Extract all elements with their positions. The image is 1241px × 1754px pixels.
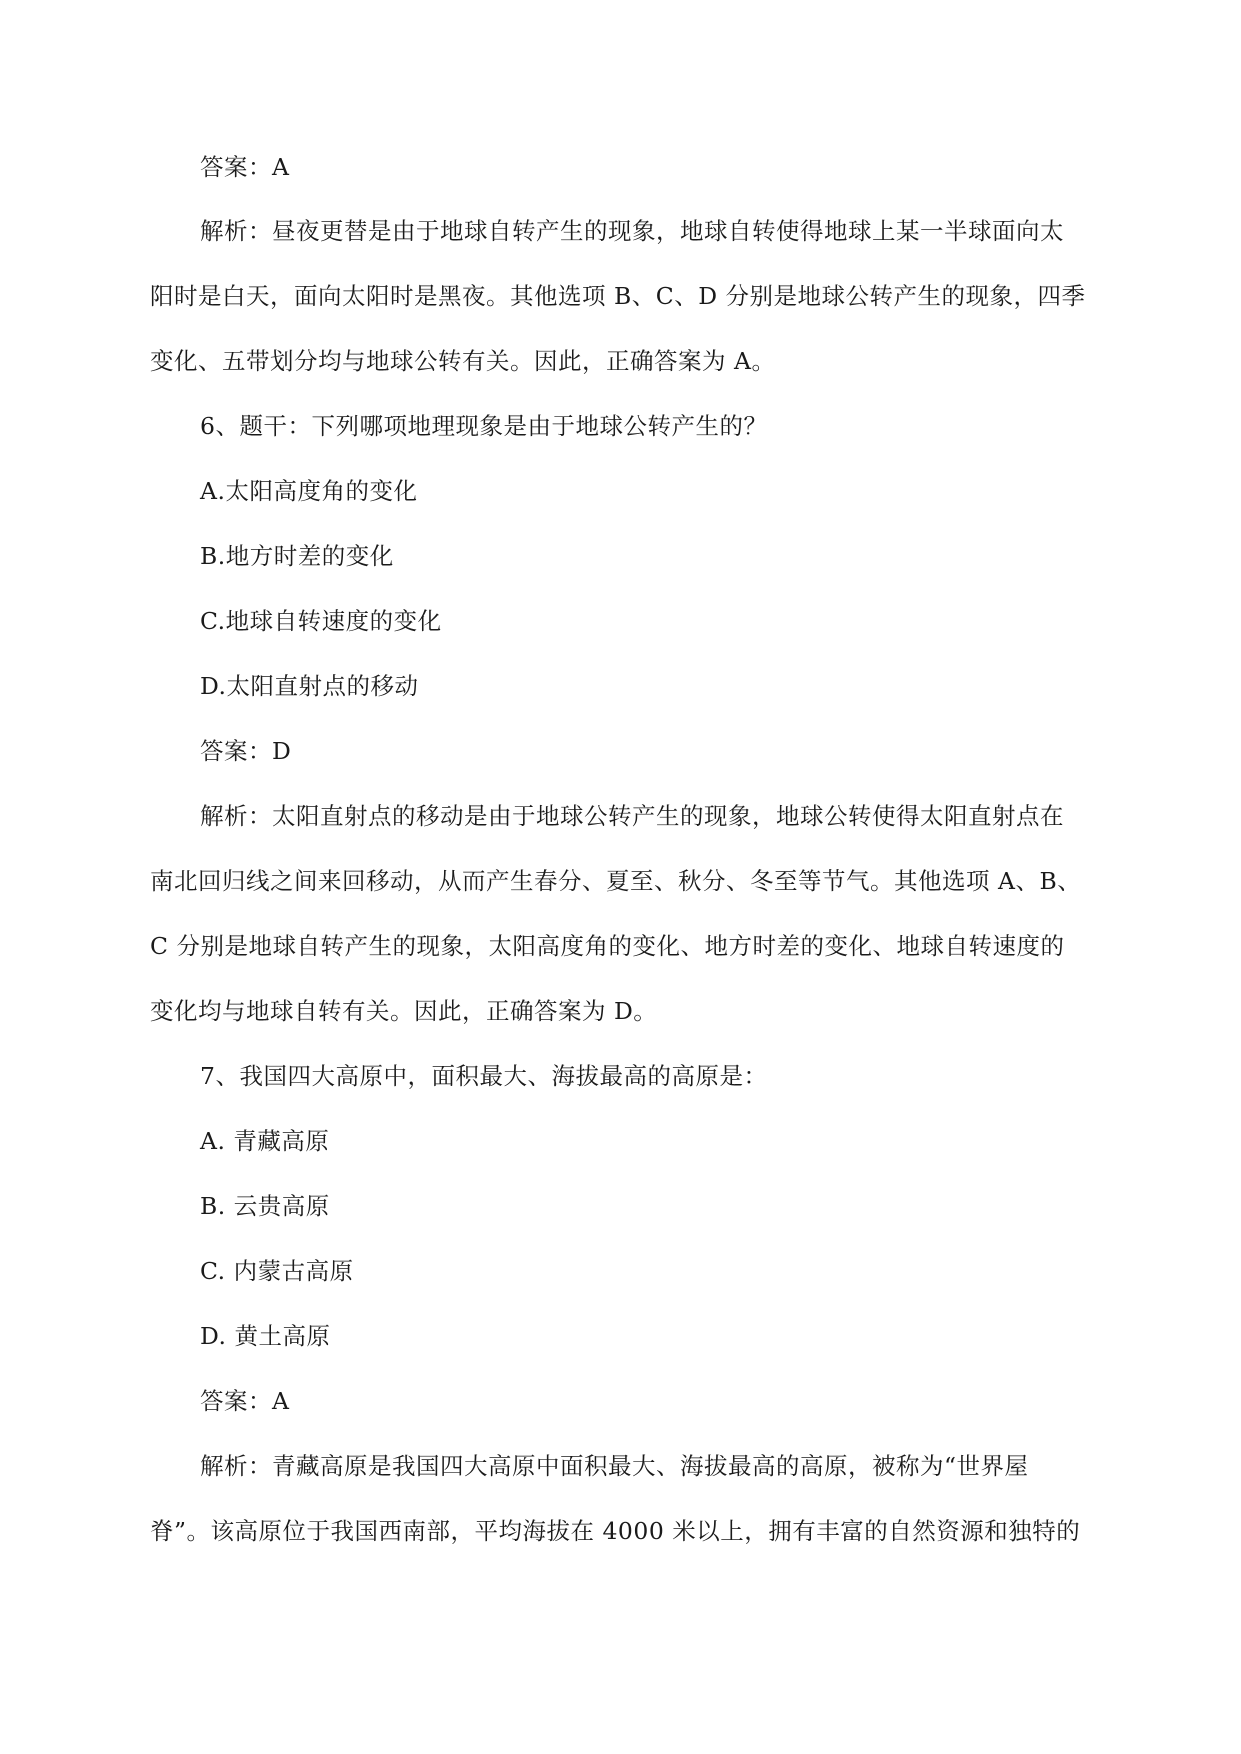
explanation-line: 解析：青藏高原是我国四大高原中面积最大、海拔最高的高原，被称为“世界屋 — [200, 1452, 1029, 1480]
question-stem: 7、我国四大高原中，面积最大、海拔最高的高原是： — [200, 1062, 768, 1090]
option-a: A. 青藏高原 — [200, 1127, 330, 1155]
option-d: D. 黄土高原 — [200, 1322, 331, 1350]
option-b: B. 云贵高原 — [200, 1192, 330, 1220]
explanation-line: 脊”。该高原位于我国西南部，平均海拔在 4000 米以上，拥有丰富的自然资源和独特的 — [150, 1517, 1081, 1545]
option-d: D.太阳直射点的移动 — [200, 672, 419, 700]
option-c: C.地球自转速度的变化 — [200, 607, 442, 635]
explanation-line: 阳时是白天，面向太阳时是黑夜。其他选项 B、C、D 分别是地球公转产生的现象，四季 — [150, 282, 1086, 310]
explanation-line: C 分别是地球自转产生的现象，太阳高度角的变化、地方时差的变化、地球自转速度的 — [150, 932, 1065, 960]
explanation-line: 解析：太阳直射点的移动是由于地球公转产生的现象，地球公转使得太阳直射点在 — [200, 802, 1064, 830]
option-a: A.太阳高度角的变化 — [200, 477, 418, 505]
explanation-line: 变化、五带划分均与地球公转有关。因此，正确答案为 A。 — [150, 347, 776, 375]
explanation-line: 变化均与地球自转有关。因此，正确答案为 D。 — [150, 997, 658, 1025]
explanation-line: 南北回归线之间来回移动，从而产生春分、夏至、秋分、冬至等节气。其他选项 A、B、 — [150, 867, 1082, 895]
question-stem: 6、题干：下列哪项地理现象是由于地球公转产生的？ — [200, 412, 768, 440]
option-c: C. 内蒙古高原 — [200, 1257, 354, 1285]
answer-line: 答案：A — [200, 1387, 290, 1415]
explanation-line: 解析：昼夜更替是由于地球自转产生的现象，地球自转使得地球上某一半球面向太 — [200, 217, 1064, 245]
answer-line: 答案：A — [200, 153, 290, 181]
option-b: B.地方时差的变化 — [200, 542, 394, 570]
answer-line: 答案：D — [200, 737, 292, 765]
